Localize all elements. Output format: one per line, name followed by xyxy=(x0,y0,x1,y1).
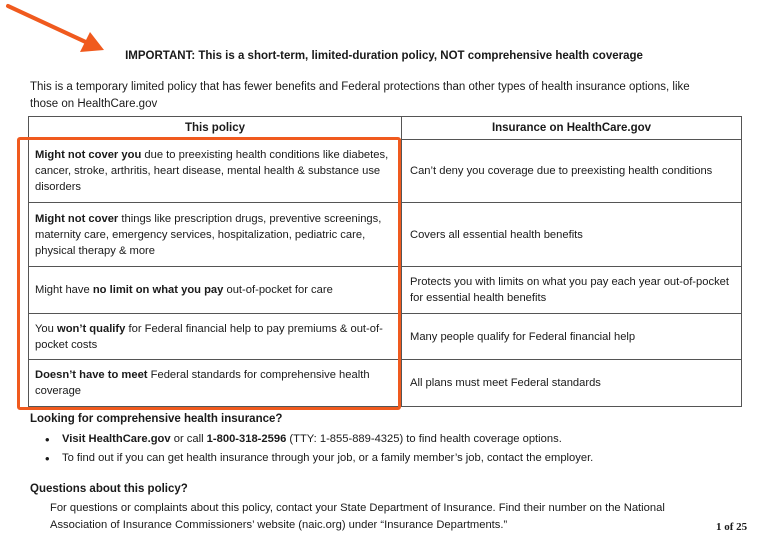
list-item xyxy=(40,430,593,449)
bullet-text: (TTY: 1-855-889-4325) to find health coverage options. xyxy=(286,433,562,445)
questions-heading: Questions about this policy? xyxy=(30,483,188,495)
cell-emphasis: won’t qualify xyxy=(57,322,126,335)
cell-emphasis: Might not cover xyxy=(35,212,119,225)
phone-number: 1-800-318-2596 xyxy=(206,433,287,445)
cell-text: out-of-pocket for care xyxy=(223,284,333,296)
header-healthcare-gov: Insurance on HealthCare.gov xyxy=(402,117,742,140)
visit-healthcare-link[interactable]: Visit HealthCare.gov xyxy=(62,433,171,445)
cell-text: things like prescription drugs, preventive screenings, maternity care, emergency services, hospitalization, pediatric care, physical therapy & more xyxy=(35,212,382,257)
looking-list xyxy=(40,430,593,468)
cell-emphasis: no limit on what you pay xyxy=(92,284,224,296)
highlight-box xyxy=(17,137,401,410)
page-number: 1 of 25 xyxy=(716,521,748,533)
intro-text: This is a temporary limited policy that has fewer benefits and Federal protections than other types of health insurance options, like those on HealthCare.gov xyxy=(30,81,690,110)
healthcare-gov-cell: Protects you with limits on what you pay each year out-of-pocket for essential health benefits xyxy=(402,267,742,314)
cell-text: for Federal financial help to pay premiums & out-of-pocket costs xyxy=(35,322,383,351)
bullet-text: or call xyxy=(170,433,207,445)
cell-emphasis: Doesn’t have to meet xyxy=(35,369,148,381)
header-this-policy: This policy xyxy=(29,117,402,140)
healthcare-gov-cell: Covers all essential health benefits xyxy=(402,203,742,267)
cell-text-pre: You xyxy=(35,322,57,335)
cell-text: due to preexisting health conditions like diabetes, cancer, stroke, arthritis, heart disease, mental health & substance use disorders xyxy=(35,149,389,193)
cell-text: Federal standards for comprehensive health coverage xyxy=(35,369,370,397)
cell-text-pre: Might have xyxy=(35,284,93,296)
important-heading: IMPORTANT: This is a short-term, limited-duration policy, NOT comprehensive health coverage xyxy=(125,50,643,62)
looking-heading: Looking for comprehensive health insurance? xyxy=(30,413,283,425)
list-item: • To find out if you can get health insurance through your job, or a family member’s job, contact the employer. xyxy=(40,449,593,468)
cell-emphasis: Might not cover you xyxy=(35,149,142,161)
healthcare-gov-cell: Many people qualify for Federal financial help xyxy=(402,314,742,360)
healthcare-gov-cell: Can’t deny you coverage due to preexisting health conditions xyxy=(402,140,742,203)
healthcare-gov-cell: All plans must meet Federal standards xyxy=(402,360,742,407)
questions-body: For questions or complaints about this policy, contact your State Department of Insurance. Find their number on the National Association of Insurance Commissioners’ website (naic.org) under “Insurance Departments.” xyxy=(50,502,665,531)
